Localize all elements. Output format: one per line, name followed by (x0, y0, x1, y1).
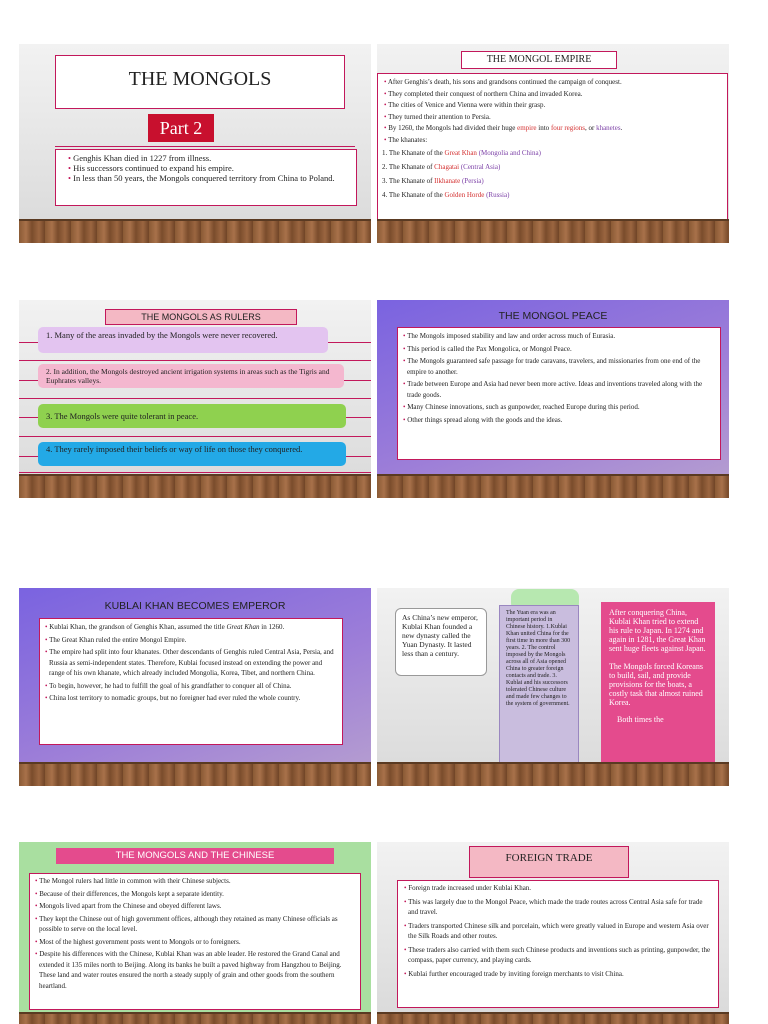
ruler-item-3: 3. The Mongols were quite tolerant in peace. (38, 404, 346, 428)
bullet-item: • This period is called the Pax Mongolica, or Mongol Peace. (401, 344, 717, 355)
bullet-item: • Most of the highest government posts went to Mongols or to foreigners. (33, 937, 357, 948)
bullet-item: • The khanates: (382, 135, 723, 146)
bullet-item: • The Mongols imposed stability and law and order across much of Eurasia. (401, 331, 717, 342)
bullet-item: • In less than 50 years, the Mongols conquered territory from China to Poland. (66, 173, 348, 183)
wood-floor (19, 219, 371, 243)
slide-mongols-as-rulers (19, 300, 371, 498)
bullet-item: • Foreign trade increased under Kublai Khan. (402, 883, 714, 894)
bullet-item: • To begin, however, he had to fulfill the goal of his grandfather to conquer all of China. (43, 681, 339, 692)
bullet-item: • Trade between Europe and Asia had never been more active. Ideas and inventions traveled along with the trade goods. (401, 379, 717, 400)
bullet-item: • Mongols lived apart from the Chinese and obeyed different laws. (33, 901, 357, 912)
slide-foreign-trade (377, 842, 729, 1024)
khanate-item: 3. The Khanate of Ilkhanate (Persia) (382, 177, 484, 185)
content-box (397, 880, 719, 1008)
bullet-item: • Traders transported Chinese silk and porcelain, which were greatly valued in Europe and western Asia over the Silk Roads and other routes. (402, 921, 714, 942)
khanate-item: 4. The Khanate of the Golden Horde (Russia) (382, 191, 510, 199)
wood-floor (377, 762, 729, 786)
slide-title: KUBLAI KHAN BECOMES EMPEROR (104, 600, 286, 612)
bullet-item: • The cities of Venice and Vienna were within their grasp. (382, 100, 723, 111)
wood-floor (19, 762, 371, 786)
wood-floor (377, 474, 729, 498)
slide-title-box (55, 55, 345, 109)
bullet-item: • His successors continued to expand his empire. (66, 163, 348, 173)
rule-line (19, 436, 371, 437)
content-box (377, 73, 728, 220)
yuan-right-text: After conquering China, Kublai Khan tried to extend his rule to Japan. In 1274 and again in 1281, the Great Khan sent huge fleets against Japan. (609, 608, 706, 653)
bullet-item: • The Mongols guaranteed safe passage for trade caravans, travelers, and missionaries from one end of the empire to another. (401, 356, 717, 377)
bullet-item: • Other things spread along with the goods and the ideas. (401, 415, 717, 426)
bullet-item: • Many Chinese innovations, such as gunpowder, reached Europe during this period. (401, 402, 717, 413)
yuan-right-text: The Mongols forced Koreans to build, sail, and provide provisions for the boats, a costly task that almost ruined Korea. (609, 662, 703, 707)
bullet-item: • They turned their attention to Persia. (382, 112, 723, 123)
ruler-item-2: 2. In addition, the Mongols destroyed ancient irrigation systems in areas such as the Tigris and Euphrates valleys. (38, 364, 344, 388)
slide-title: THE MONGOLS (128, 68, 272, 90)
wood-floor (19, 474, 371, 498)
rule-line (19, 360, 371, 361)
rule-line (19, 472, 371, 473)
content-box (29, 873, 361, 1010)
slide-title: FOREIGN TRADE (505, 852, 593, 864)
slide-title: THE MONGOL EMPIRE (486, 54, 592, 65)
slide-title-box (469, 846, 629, 878)
part-label: Part 2 (148, 114, 214, 142)
slide-yuan-dynasty (377, 588, 729, 786)
content-box (39, 618, 343, 745)
yuan-mid-box: The Yuan era was an important period in Chinese history. 1.Kublai Khan united China for the first time in more than 300 years. 2. The control imposed by the Mongols across all of Asia opened China to greater foreign contacts and trade. 3. Kublai and his successors tolerated Chinese culture and made few changes to the system of government. (499, 605, 579, 783)
rule-line (19, 398, 371, 399)
khanate-item: 2. The Khanate of Chagatai (Central Asia) (382, 163, 501, 171)
divider-line (55, 146, 355, 147)
wood-floor (377, 1012, 729, 1024)
yuan-right-text: Both times the (617, 715, 664, 724)
bullet-item: • The Mongol rulers had little in common with their Chinese subjects. (33, 876, 357, 887)
khanate-item: 1. The Khanate of the Great Khan (Mongolia and China) (382, 149, 541, 157)
ruler-item-1: 1. Many of the areas invaded by the Mongols were never recovered. (38, 327, 328, 353)
slide-kublai-khan (19, 588, 371, 786)
bullet-item: • China lost territory to nomadic groups, but no foreigner had ever ruled the whole country. (43, 693, 339, 704)
slide-title: THE MONGOLS AND THE CHINESE (115, 850, 275, 861)
yuan-right-box (601, 602, 715, 784)
slide-title: THE MONGOLS AS RULERS (141, 312, 261, 322)
bullet-item: • Genghis Khan died in 1227 from illness. (66, 153, 348, 163)
bullet-item: • Kublai Khan, the grandson of Genghis Khan, assumed the title Great Khan in 1260. (43, 622, 339, 633)
bullet-item: • This was largely due to the Mongol Peace, which made the trade routes across Central Asia safe for trade and travel. (402, 897, 714, 918)
slide-title-box (461, 51, 617, 69)
slide-the-mongols (19, 44, 371, 243)
bullet-box (55, 149, 357, 206)
ruler-item-4: 4. They rarely imposed their beliefs or way of life on those they conquered. (38, 442, 346, 466)
wood-floor (377, 219, 729, 243)
slide-title: THE MONGOL PEACE (498, 310, 608, 322)
bullet-item: • The empire had split into four khanates. Other descendants of Genghis ruled Central Asia, Persia, and Russia as semi-independent states. Therefore, Kublai focused instead on extending the power and range of his own khanate, which already included Mongolia, Korea, Tibet, and northern China. (43, 647, 339, 679)
wood-floor (19, 1012, 371, 1024)
bullet-item: • They kept the Chinese out of high government offices, although they retained as many Chinese officials as possible to serve on the local level. (33, 914, 357, 935)
slide-title-box (56, 848, 334, 864)
bullet-item: • They completed their conquest of northern China and invaded Korea. (382, 89, 723, 100)
slide-mongol-empire (377, 44, 729, 243)
bullet-item: • After Genghis’s death, his sons and grandsons continued the campaign of conquest. (382, 77, 723, 88)
slide-mongol-peace (377, 300, 729, 498)
bullet-item: • Kublai further encouraged trade by inviting foreign merchants to visit China. (402, 969, 714, 980)
bullet-item: • By 1260, the Mongols had divided their huge empire into four regions, or khanetes. (382, 123, 723, 134)
bullet-item: • These traders also carried with them such Chinese products and inventions such as printing, gunpowder, the compass, paper currency, and playing cards. (402, 945, 714, 966)
slide-mongols-and-chinese (19, 842, 371, 1024)
bullet-item: • Despite his differences with the Chinese, Kublai Khan was an able leader. He restored the Grand Canal and extended it 135 miles north to Beijing. Along its banks he built a paved highway from Hangzhou to Beijing. These land and water routes ensured the north a steady supply of grain and other goods from the southern heartland. (33, 949, 357, 991)
content-box (397, 327, 721, 460)
bullet-item: • Because of their differences, the Mongols kept a separate identity. (33, 889, 357, 900)
slide-title-box (105, 309, 297, 325)
yuan-left-box: As China’s new emperor, Kublai Khan founded a new dynasty called the Yuan Dynasty. It lasted less than a century. (395, 608, 487, 676)
bullet-item: • The Great Khan ruled the entire Mongol Empire. (43, 635, 339, 646)
